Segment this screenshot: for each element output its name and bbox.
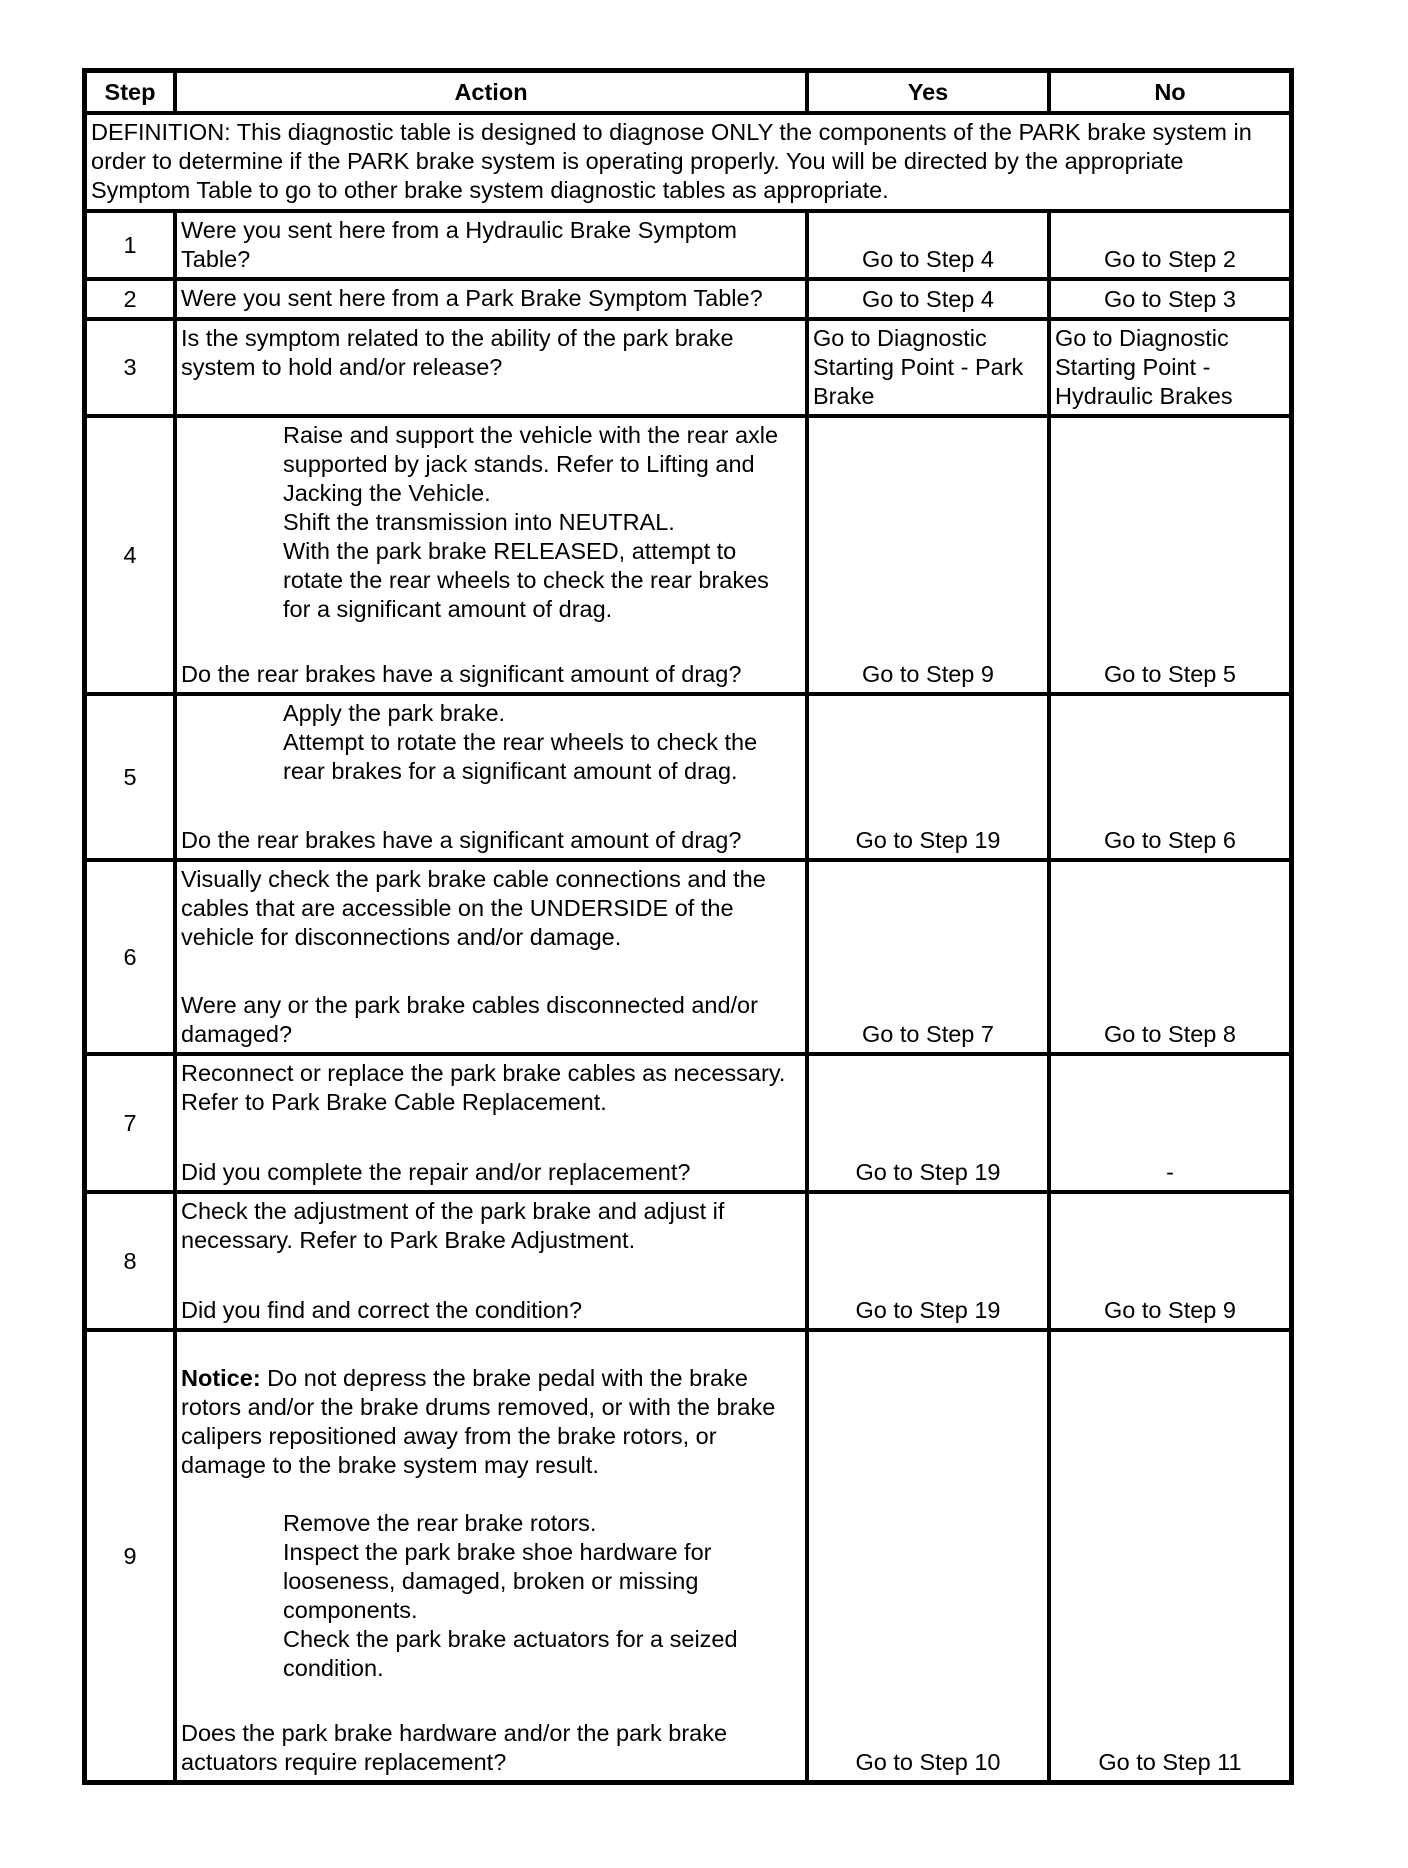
action-text: Reconnect or replace the park brake cables as necessary. Refer to Park Brake Cable Replacement.	[181, 1060, 786, 1115]
table-row	[85, 211, 1291, 279]
action-question: Do the rear brakes have a significant amount of drag?	[181, 827, 742, 853]
no-answer: Go to Step 2	[1049, 211, 1291, 279]
yes-answer: Go to Diagnostic Starting Point - Park Brake	[807, 319, 1049, 416]
yes-answer: Go to Step 19	[807, 1054, 1049, 1192]
instruction: Shift the transmission into NEUTRAL.	[283, 509, 675, 535]
notice	[181, 1364, 801, 1480]
instruction: Attempt to rotate the rear wheels to check the rear brakes for a significant amount of drag.	[283, 729, 758, 784]
definition-text: DEFINITION: This diagnostic table is designed to diagnose ONLY the components of the PARK brake system in order to determine if the PARK brake system is operating properly. You will be directed by the appropriate Symptom Table to go to other brake system diagnostic tables as appropriate.	[85, 113, 1291, 211]
step-number: 1	[85, 211, 175, 279]
action-question: Is the symptom related to the ability of the park brake system to hold and/or release?	[175, 319, 807, 416]
action-text: Visually check the park brake cable connections and the cables that are accessible on the UNDERSIDE of the vehicle for disconnections and/or damage.	[181, 866, 766, 950]
instruction: Inspect the park brake shoe hardware for looseness, damaged, broken or missing components.	[283, 1539, 712, 1623]
action-question: Did you find and correct the condition?	[181, 1297, 583, 1323]
header-no: No	[1049, 71, 1291, 113]
header-yes: Yes	[807, 71, 1049, 113]
step-number: 8	[85, 1192, 175, 1330]
table-row	[85, 1054, 1291, 1192]
header-row	[85, 71, 1291, 113]
action-cell	[175, 416, 807, 694]
no-answer: Go to Step 3	[1049, 279, 1291, 319]
step-number: 6	[85, 860, 175, 1054]
header-action: Action	[175, 71, 807, 113]
diagnostic-table	[82, 68, 1294, 1785]
step-number: 5	[85, 694, 175, 860]
action-cell	[175, 1192, 807, 1330]
yes-answer: Go to Step 9	[807, 416, 1049, 694]
no-answer: Go to Step 6	[1049, 694, 1291, 860]
action-cell	[175, 1330, 807, 1782]
step-number: 3	[85, 319, 175, 416]
action-cell	[175, 1054, 807, 1192]
action-text: Check the adjustment of the park brake and adjust if necessary. Refer to Park Brake Adjustment.	[181, 1198, 725, 1253]
action-question: Does the park brake hardware and/or the park brake actuators require replacement?	[181, 1720, 728, 1775]
no-answer: Go to Step 9	[1049, 1192, 1291, 1330]
instruction: Apply the park brake.	[283, 700, 506, 726]
notice-label: Notice:	[181, 1365, 261, 1391]
step-number: 9	[85, 1330, 175, 1782]
instruction: Remove the rear brake rotors.	[283, 1510, 597, 1536]
instruction: Raise and support the vehicle with the rear axle supported by jack stands. Refer to Lifting and Jacking the Vehicle.	[283, 422, 779, 506]
no-answer: Go to Step 8	[1049, 860, 1291, 1054]
yes-answer: Go to Step 4	[807, 211, 1049, 279]
instruction: With the park brake RELEASED, attempt to rotate the rear wheels to check the rear brakes for a significant amount of drag.	[283, 538, 769, 622]
no-answer: Go to Step 5	[1049, 416, 1291, 694]
yes-answer: Go to Step 19	[807, 1192, 1049, 1330]
table-row	[85, 279, 1291, 319]
action-cell	[175, 694, 807, 860]
instruction: Check the park brake actuators for a seized condition.	[283, 1626, 738, 1681]
table-row	[85, 694, 1291, 860]
table-row	[85, 416, 1291, 694]
no-answer: Go to Step 11	[1049, 1330, 1291, 1782]
action-question: Were you sent here from a Park Brake Symptom Table?	[175, 279, 807, 319]
yes-answer: Go to Step 4	[807, 279, 1049, 319]
header-step: Step	[85, 71, 175, 113]
step-number: 7	[85, 1054, 175, 1192]
yes-answer: Go to Step 7	[807, 860, 1049, 1054]
table-row	[85, 319, 1291, 416]
action-cell	[175, 860, 807, 1054]
no-answer: Go to Diagnostic Starting Point - Hydraulic Brakes	[1049, 319, 1291, 416]
no-answer: -	[1049, 1054, 1291, 1192]
step-number: 2	[85, 279, 175, 319]
table-row	[85, 1330, 1291, 1782]
action-question: Were any or the park brake cables disconnected and/or damaged?	[181, 992, 758, 1047]
yes-answer: Go to Step 19	[807, 694, 1049, 860]
table-row	[85, 860, 1291, 1054]
action-question: Were you sent here from a Hydraulic Brake Symptom Table?	[175, 211, 807, 279]
definition-row	[85, 113, 1291, 211]
action-question: Did you complete the repair and/or replacement?	[181, 1159, 691, 1185]
notice-text: Do not depress the brake pedal with the brake rotors and/or the brake drums removed, or with the brake calipers repositioned away from the brake rotors, or damage to the brake system may result.	[181, 1365, 776, 1478]
action-question: Do the rear brakes have a significant amount of drag?	[181, 661, 742, 687]
step-number: 4	[85, 416, 175, 694]
table-row	[85, 1192, 1291, 1330]
yes-answer: Go to Step 10	[807, 1330, 1049, 1782]
